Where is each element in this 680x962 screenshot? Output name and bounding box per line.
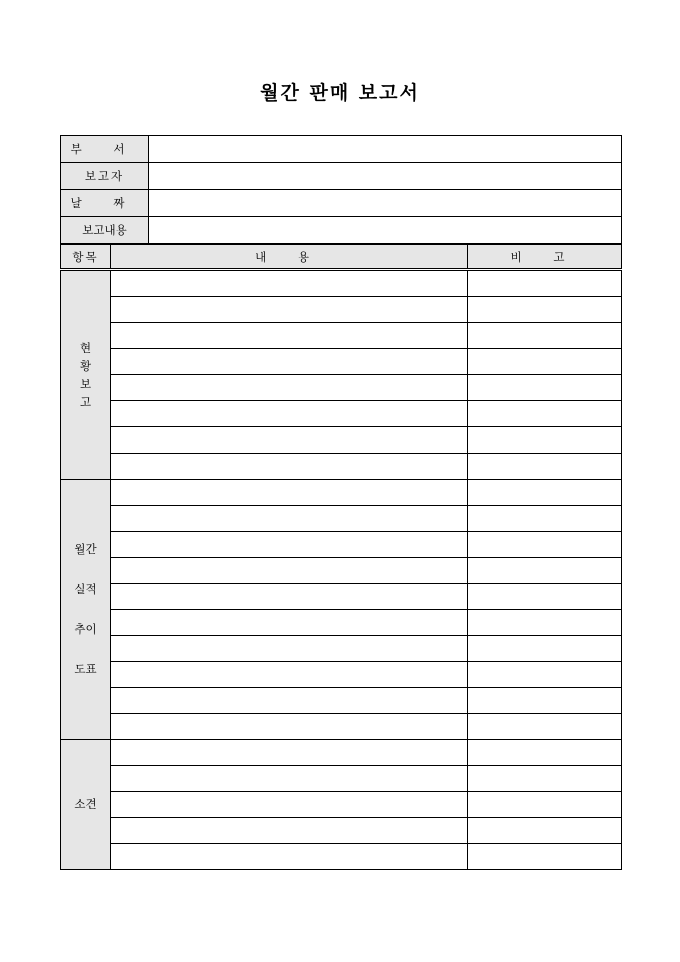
table-row bbox=[61, 531, 622, 557]
content-cell[interactable] bbox=[111, 505, 468, 531]
remark-cell[interactable] bbox=[468, 687, 622, 713]
section-label-text: 보 bbox=[79, 376, 92, 391]
table-row bbox=[61, 427, 622, 453]
section-label-0 bbox=[61, 270, 111, 480]
remark-cell[interactable] bbox=[468, 505, 622, 531]
table-row bbox=[61, 583, 622, 609]
content-cell[interactable] bbox=[111, 583, 468, 609]
date-label: 날 짜 bbox=[61, 190, 149, 217]
remark-cell[interactable] bbox=[468, 635, 622, 661]
content-cell[interactable] bbox=[111, 609, 468, 635]
department-row bbox=[61, 136, 622, 163]
content-cell[interactable] bbox=[111, 323, 468, 349]
reporter-row bbox=[61, 163, 622, 190]
remark-cell[interactable] bbox=[468, 453, 622, 479]
content-label: 보고내용 bbox=[61, 217, 149, 244]
department-field[interactable] bbox=[149, 136, 622, 163]
remark-cell[interactable] bbox=[468, 349, 622, 375]
date-field[interactable] bbox=[149, 190, 622, 217]
reporter-label: 보고자 bbox=[61, 163, 149, 190]
table-row bbox=[61, 739, 622, 765]
content-row bbox=[61, 217, 622, 244]
content-cell[interactable] bbox=[111, 791, 468, 817]
content-cell[interactable] bbox=[111, 739, 468, 765]
content-cell[interactable] bbox=[111, 557, 468, 583]
document-title: 월간 판매 보고서 bbox=[260, 82, 420, 104]
reporter-field[interactable] bbox=[149, 163, 622, 190]
section-label-text: 추이 bbox=[74, 622, 97, 637]
remark-cell[interactable] bbox=[468, 427, 622, 453]
column-header-remark: 비 고 bbox=[468, 245, 622, 270]
remark-cell[interactable] bbox=[468, 713, 622, 739]
table-row bbox=[61, 661, 622, 687]
section-label-text: 현 bbox=[79, 340, 92, 355]
table-row bbox=[61, 817, 622, 843]
table-row bbox=[61, 505, 622, 531]
table-row bbox=[61, 687, 622, 713]
table-row bbox=[61, 791, 622, 817]
remark-cell[interactable] bbox=[468, 323, 622, 349]
content-cell[interactable] bbox=[111, 427, 468, 453]
table-row bbox=[61, 479, 622, 505]
remark-cell[interactable] bbox=[468, 297, 622, 323]
table-row bbox=[61, 323, 622, 349]
table-row bbox=[61, 375, 622, 401]
content-cell[interactable] bbox=[111, 270, 468, 297]
content-cell[interactable] bbox=[111, 349, 468, 375]
section-label-text: 월간 bbox=[74, 542, 97, 557]
content-field[interactable] bbox=[149, 217, 622, 244]
remark-cell[interactable] bbox=[468, 817, 622, 843]
content-cell[interactable] bbox=[111, 479, 468, 505]
table-row bbox=[61, 297, 622, 323]
remark-cell[interactable] bbox=[468, 401, 622, 427]
info-table bbox=[60, 135, 622, 244]
column-header-row bbox=[61, 245, 622, 270]
content-cell[interactable] bbox=[111, 453, 468, 479]
table-row bbox=[61, 609, 622, 635]
remark-cell[interactable] bbox=[468, 765, 622, 791]
detail-table bbox=[60, 244, 622, 870]
table-row bbox=[61, 713, 622, 739]
remark-cell[interactable] bbox=[468, 531, 622, 557]
section-label-text: 황 bbox=[79, 358, 92, 373]
remark-cell[interactable] bbox=[468, 661, 622, 687]
remark-cell[interactable] bbox=[468, 479, 622, 505]
section-label-1 bbox=[61, 479, 111, 739]
remark-cell[interactable] bbox=[468, 270, 622, 297]
remark-cell[interactable] bbox=[468, 843, 622, 869]
table-row bbox=[61, 453, 622, 479]
remark-cell[interactable] bbox=[468, 375, 622, 401]
column-header-item: 항목 bbox=[61, 245, 111, 270]
content-cell[interactable] bbox=[111, 531, 468, 557]
table-row bbox=[61, 765, 622, 791]
section-label-text: 실적 bbox=[74, 582, 97, 597]
content-cell[interactable] bbox=[111, 661, 468, 687]
remark-cell[interactable] bbox=[468, 791, 622, 817]
content-cell[interactable] bbox=[111, 687, 468, 713]
content-cell[interactable] bbox=[111, 635, 468, 661]
section-label-2 bbox=[61, 739, 111, 869]
content-cell[interactable] bbox=[111, 297, 468, 323]
section-label-text: 소견 bbox=[74, 797, 97, 812]
content-cell[interactable] bbox=[111, 843, 468, 869]
content-cell[interactable] bbox=[111, 765, 468, 791]
table-row bbox=[61, 401, 622, 427]
content-cell[interactable] bbox=[111, 713, 468, 739]
table-row bbox=[61, 270, 622, 297]
table-row bbox=[61, 349, 622, 375]
table-row bbox=[61, 635, 622, 661]
column-header-content: 내 용 bbox=[111, 245, 468, 270]
remark-cell[interactable] bbox=[468, 739, 622, 765]
content-cell[interactable] bbox=[111, 401, 468, 427]
section-label-text: 도표 bbox=[74, 662, 97, 677]
report-form bbox=[60, 135, 621, 870]
table-row bbox=[61, 557, 622, 583]
content-cell[interactable] bbox=[111, 817, 468, 843]
table-row bbox=[61, 843, 622, 869]
remark-cell[interactable] bbox=[468, 609, 622, 635]
remark-cell[interactable] bbox=[468, 557, 622, 583]
remark-cell[interactable] bbox=[468, 583, 622, 609]
content-cell[interactable] bbox=[111, 375, 468, 401]
department-label: 부 서 bbox=[61, 136, 149, 163]
date-row bbox=[61, 190, 622, 217]
section-label-text: 고 bbox=[79, 394, 92, 409]
